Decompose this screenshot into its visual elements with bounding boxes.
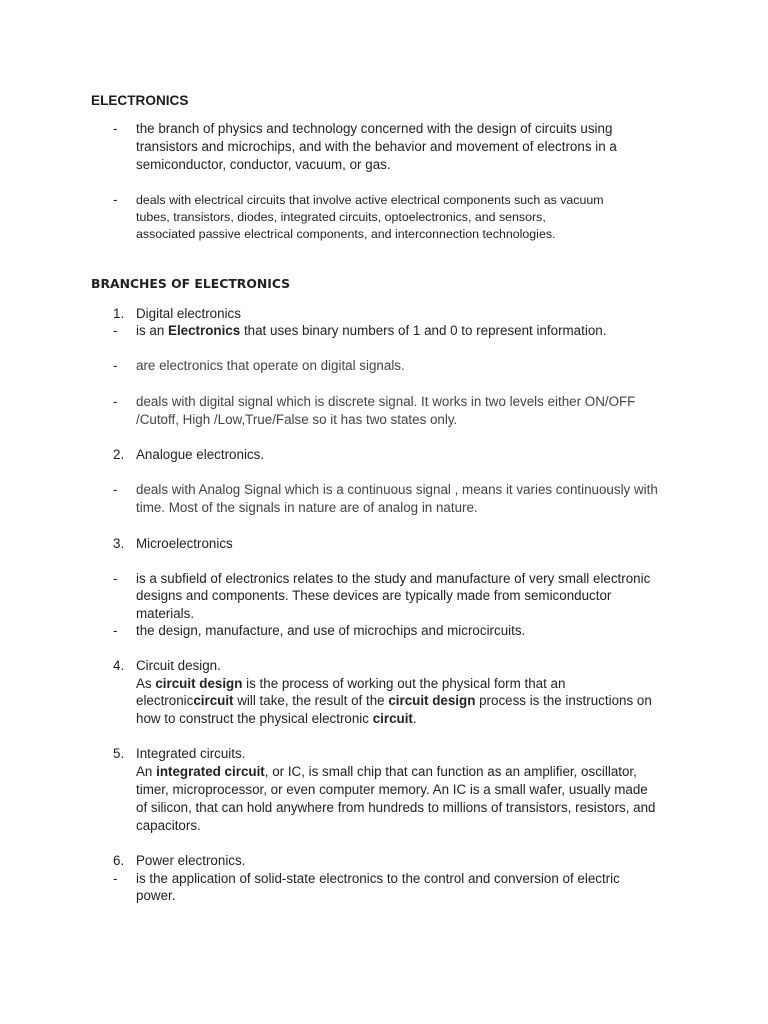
ic-text-line-2: timer, microprocessor, or even computer memory. An IC is a small wafer, usually made	[136, 782, 648, 797]
list-number: 3.	[113, 536, 125, 551]
definition-2-line-2: tubes, transistors, diodes, integrated circuits, optoelectronics, and sensors,	[136, 210, 546, 224]
micro-bullet-1-line-3: materials.	[136, 606, 195, 621]
definition-1-line-1: the branch of physics and technology concerned with the design of circuits using	[136, 121, 613, 136]
bullet-dash: -	[113, 623, 118, 638]
bullet-dash: -	[113, 323, 118, 338]
digital-bullet-2: are electronics that operate on digital signals.	[136, 358, 405, 373]
list-number: 6.	[113, 853, 125, 868]
circuit-text-line-1: As circuit design is the process of working out the physical form that an	[136, 676, 566, 691]
branch-title-analogue: Analogue electronics.	[136, 447, 265, 462]
bullet-dash: -	[113, 358, 118, 373]
power-bullet-1-line-2: power.	[136, 888, 176, 903]
digital-bullet-3-line-1: deals with digital signal which is discrete signal. It works in two levels either ON/OFF	[136, 394, 636, 409]
branches-heading: BRANCHES OF ELECTRONICS	[91, 276, 291, 291]
ic-text-line-4: capacitors.	[136, 818, 201, 833]
circuit-text-line-2: electroniccircuit will take, the result of the circuit design process is the instructions on	[136, 693, 652, 708]
ic-text-line-3: of silicon, that can hold anywhere from hundreds to millions of transistors, resistors, and	[136, 800, 656, 815]
bullet-dash: -	[113, 871, 118, 886]
list-number: 5.	[113, 746, 125, 761]
list-number: 4.	[113, 658, 125, 673]
branch-title-micro: Microelectronics	[136, 536, 233, 551]
analogue-bullet-1-line-2: time. Most of the signals in nature are of analog in nature.	[136, 500, 478, 515]
bullet-dash: -	[113, 121, 118, 136]
power-bullet-1-line-1: is the application of solid-state electronics to the control and conversion of electric	[136, 871, 620, 886]
digital-bullet-3-line-2: /Cutoff, High /Low,True/False so it has two states only.	[136, 412, 458, 427]
branch-title-ic: Integrated circuits.	[136, 746, 246, 761]
definition-1-line-2: transistors and microchips, and with the behavior and movement of electrons in a	[136, 139, 617, 154]
list-number: 2.	[113, 447, 125, 462]
branch-title-circuit: Circuit design.	[136, 658, 221, 673]
bullet-dash: -	[113, 482, 118, 497]
bullet-dash: -	[113, 394, 118, 409]
micro-bullet-1-line-2: designs and components. These devices are typically made from semiconductor	[136, 588, 612, 603]
analogue-bullet-1-line-1: deals with Analog Signal which is a continuous signal , means it varies continuously with	[136, 482, 658, 497]
branch-title-power: Power electronics.	[136, 853, 246, 868]
branch-title-digital: Digital electronics	[136, 306, 241, 321]
list-number: 1.	[113, 306, 125, 321]
circuit-text-line-3: how to construct the physical electronic circuit.	[136, 711, 417, 726]
micro-bullet-2: the design, manufacture, and use of microchips and microcircuits.	[136, 623, 526, 638]
digital-bullet-1: is an Electronics that uses binary numbers of 1 and 0 to represent information.	[136, 323, 607, 338]
document-title: ELECTRONICS	[91, 93, 189, 108]
ic-text-line-1: An integrated circuit, or IC, is small chip that can function as an amplifier, oscillator,	[136, 764, 637, 779]
micro-bullet-1-line-1: is a subfield of electronics relates to the study and manufacture of very small electronic	[136, 571, 651, 586]
definition-1-line-3: semiconductor, conductor, vacuum, or gas.	[136, 157, 391, 172]
bullet-dash: -	[113, 571, 118, 586]
definition-2-line-3: associated passive electrical components, and interconnection technologies.	[136, 227, 556, 241]
bullet-dash: -	[113, 192, 118, 207]
definition-2-line-1: deals with electrical circuits that involve active electrical components such as vacuum	[136, 193, 604, 207]
